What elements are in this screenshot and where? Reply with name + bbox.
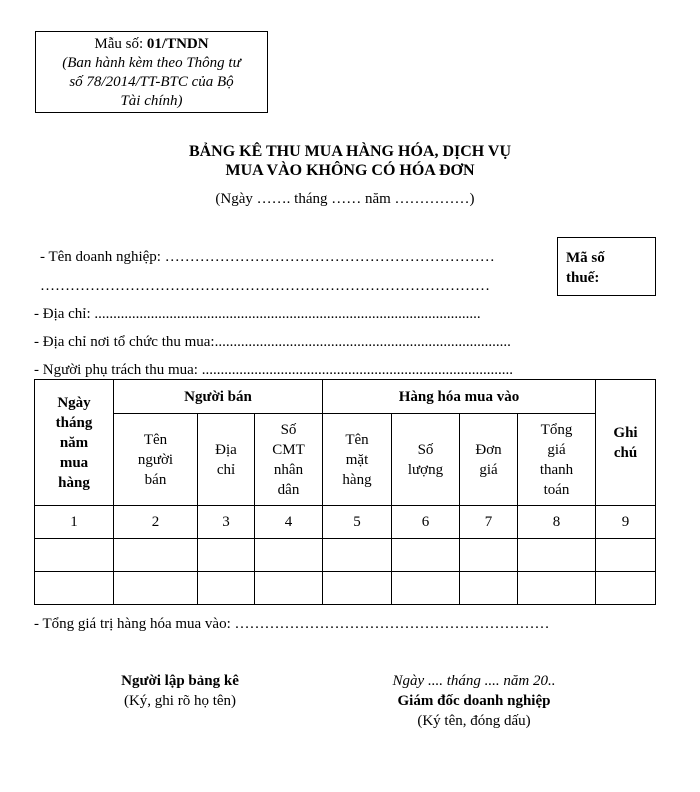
column-number-row — [35, 506, 656, 539]
tax-code-box — [557, 237, 656, 296]
form-note-line3: Tài chính) — [120, 93, 183, 109]
header-goods-total: Tổng giá thanh toán — [518, 414, 596, 506]
header-seller-group: Người bán — [114, 380, 323, 414]
header-seller-id: Số CMT nhân dân — [255, 414, 323, 506]
table-row — [35, 539, 656, 572]
column-number: 3 — [198, 506, 255, 539]
signature-date: Ngày .... tháng .... năm 20.. — [392, 673, 556, 689]
address-field: - Địa chỉ: ....................................................................................................... — [34, 306, 481, 322]
preparer-title: Người lập bảng kê — [121, 673, 239, 689]
purchase-address-field: - Địa chỉ nơi tổ chức thu mua:............................................................................... — [34, 334, 511, 350]
column-number: 7 — [460, 506, 518, 539]
header-seller-address: Địa chỉ — [198, 414, 255, 506]
tax-code-label-line2: thuế: — [566, 270, 600, 286]
form-code-prefix: Mẫu số: — [94, 36, 147, 52]
column-number: 1 — [35, 506, 114, 539]
document-date: (Ngày ……. tháng …… năm ……………) — [215, 191, 475, 207]
header-goods-quantity: Số lượng — [392, 414, 460, 506]
director-note: (Ký tên, đóng dấu) — [417, 713, 531, 729]
preparer-note: (Ký, ghi rõ họ tên) — [123, 693, 237, 709]
header-date: Ngày tháng năm mua hàng — [35, 380, 114, 506]
form-note-line1: (Ban hành kèm theo Thông tư — [62, 55, 241, 71]
column-number: 8 — [518, 506, 596, 539]
header-seller-name: Tên người bán — [114, 414, 198, 506]
form-note-line2: số 78/2014/TT-BTC của Bộ — [69, 74, 234, 90]
company-name-field: - Tên doanh nghiệp: ………………………………………………………… — [40, 249, 495, 265]
total-value-field: - Tổng giá trị hàng hóa mua vào: ……………………………………………………… — [34, 616, 550, 632]
purchase-table — [34, 379, 656, 605]
header-goods-unit-price: Đơn giá — [460, 414, 518, 506]
director-title: Giám đốc doanh nghiệp — [397, 693, 551, 709]
header-goods-name: Tên mặt hàng — [323, 414, 392, 506]
company-name-continuation: ……………………………………………………………………………… — [40, 278, 490, 294]
form-code-box — [35, 31, 268, 113]
table-row — [35, 572, 656, 605]
header-note: Ghi chú — [596, 380, 656, 506]
document-title-line2: MUA VÀO KHÔNG CÓ HÓA ĐƠN — [225, 162, 475, 179]
column-number: 9 — [596, 506, 656, 539]
tax-code-label-line1: Mã số — [566, 250, 605, 266]
person-in-charge-field: - Người phụ trách thu mua: ................................................................................... — [34, 362, 513, 378]
form-code: 01/TNDN — [146, 36, 209, 52]
column-number: 5 — [323, 506, 392, 539]
column-number: 6 — [392, 506, 460, 539]
header-goods-group: Hàng hóa mua vào — [323, 380, 596, 414]
column-number: 4 — [255, 506, 323, 539]
document-title-line1: BẢNG KÊ THU MUA HÀNG HÓA, DỊCH VỤ — [188, 143, 512, 160]
column-number: 2 — [114, 506, 198, 539]
